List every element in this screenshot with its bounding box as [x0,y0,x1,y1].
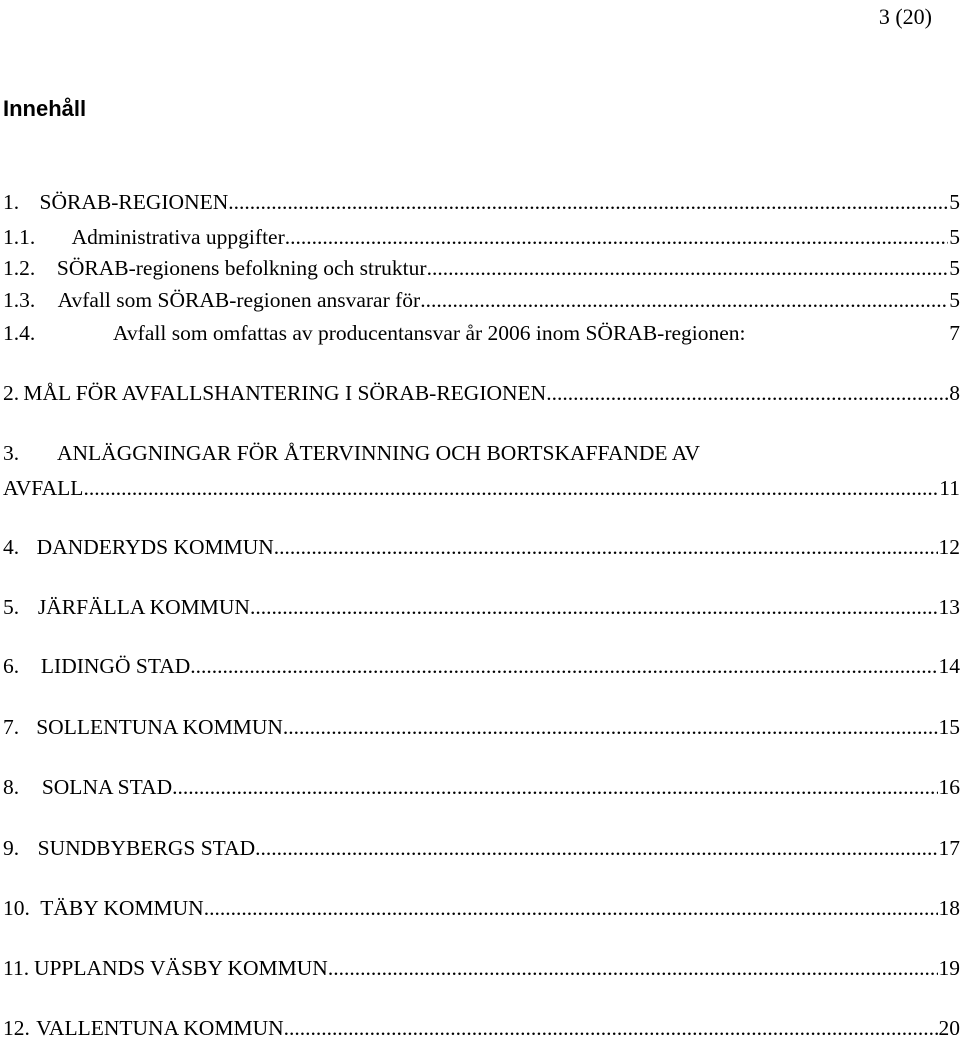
toc-entry-page: 5 [949,256,960,280]
toc-entry-number: 1.1. [3,225,36,249]
toc-title: Innehåll [3,96,87,121]
toc-entry-page: 13 [938,595,960,619]
toc-entry-number: 5. [3,595,20,619]
toc-entry-text: DANDERYDS KOMMUN [36,535,274,559]
toc-entry[interactable] [0,255,960,281]
toc-entry-page: 11 [939,476,960,500]
toc-entry-text: SOLNA STAD [41,775,173,799]
toc-entry-text: UPPLANDS VÄSBY KOMMUN [33,956,328,980]
toc-entry[interactable] [0,714,960,740]
toc-entry-text: TÄBY KOMMUN [40,896,204,920]
toc-entry-number: 3. [3,441,20,465]
dot-leader [250,594,938,620]
toc-entry-number: 1.2. [3,256,36,280]
toc-entry[interactable] [0,534,960,560]
toc-entry-text: Administrativa uppgifter [71,225,285,249]
toc-entry-page: 14 [938,654,960,678]
toc-entry-text: SÖRAB-REGIONEN [39,190,229,214]
toc-entry-number: 4. [3,535,20,559]
toc-entry-page: 8 [949,381,960,405]
dot-leader [274,534,938,560]
toc-entry-number: 12. [3,1016,30,1040]
toc-entry[interactable] [0,774,960,800]
dot-leader [204,895,938,921]
toc-entry-page: 5 [949,225,960,249]
toc-entry-text: Avfall som omfattas av producentansvar år 2006 inom SÖRAB-regionen: [113,321,746,345]
page-number: 3 (20) [878,4,932,29]
toc-entry[interactable] [0,189,960,215]
toc-entry-page: 7 [949,321,960,345]
toc-entry[interactable] [0,380,960,406]
toc-entry-number: 9. [3,836,20,860]
toc-entry-text: SUNDBYBERGS STAD [37,836,256,860]
toc-entry[interactable] [0,440,960,466]
toc-entry-number: 7. [3,715,20,739]
toc-entry[interactable] [0,835,960,861]
toc-entry-page: 5 [949,288,960,312]
toc-entry-page: 19 [938,956,960,980]
toc-entry-page: 15 [938,715,960,739]
dot-leader [546,380,948,406]
dot-leader [190,653,937,679]
toc-entry-page: 16 [938,775,960,799]
toc-entry-page: 20 [938,1016,960,1040]
toc-entry-number: 10. [3,896,30,920]
toc-entry-text: Avfall som SÖRAB-regionen ansvarar för [57,288,421,312]
toc-entry[interactable] [0,1015,960,1041]
toc-entry-page: 17 [938,836,960,860]
toc-entry-page: 12 [938,535,960,559]
toc-entry-text: ANLÄGGNINGAR FÖR ÅTERVINNING OCH BORTSKAFFANDE AV [57,441,701,465]
toc-entry-text: JÄRFÄLLA KOMMUN [37,595,250,619]
toc-entry-number: 8. [3,775,20,799]
dot-leader [328,955,938,981]
dot-leader [285,224,949,250]
dot-leader [427,255,949,281]
toc-entry-page: 5 [949,190,960,214]
toc-entry[interactable] [0,653,960,679]
toc-entry[interactable] [0,594,960,620]
toc-entry-text: SOLLENTUNA KOMMUN [36,715,283,739]
toc-entry-number: 2. [3,381,20,405]
toc-entry-text: AVFALL [3,476,84,500]
toc-entry-text: VALLENTUNA KOMMUN [36,1016,284,1040]
toc-entry-number: 11. [3,956,30,980]
dot-leader [420,287,948,313]
toc-entry[interactable] [0,475,960,501]
dot-leader [228,189,948,215]
toc-entry-number: 6. [3,654,20,678]
dot-leader [284,1015,938,1041]
toc-entry[interactable] [0,224,960,250]
dot-leader [283,714,938,740]
toc-entry-text: MÅL FÖR AVFALLSHANTERING I SÖRAB-REGIONEN [23,381,547,405]
toc-entry-number: 1. [3,190,20,214]
toc-entry-number: 1.4. [3,321,36,345]
toc-entry-page: 18 [938,896,960,920]
toc-entry-text: SÖRAB-regionens befolkning och struktur [56,256,427,280]
dot-leader [172,774,937,800]
toc-entry[interactable] [0,895,960,921]
toc-entry-number: 1.3. [3,288,36,312]
dot-leader [255,835,937,861]
toc-entry-text: LIDINGÖ STAD [40,654,191,678]
toc-entry[interactable] [0,287,960,313]
dot-leader [83,475,938,501]
toc-entry[interactable] [0,320,960,346]
toc-entry[interactable] [0,955,960,981]
